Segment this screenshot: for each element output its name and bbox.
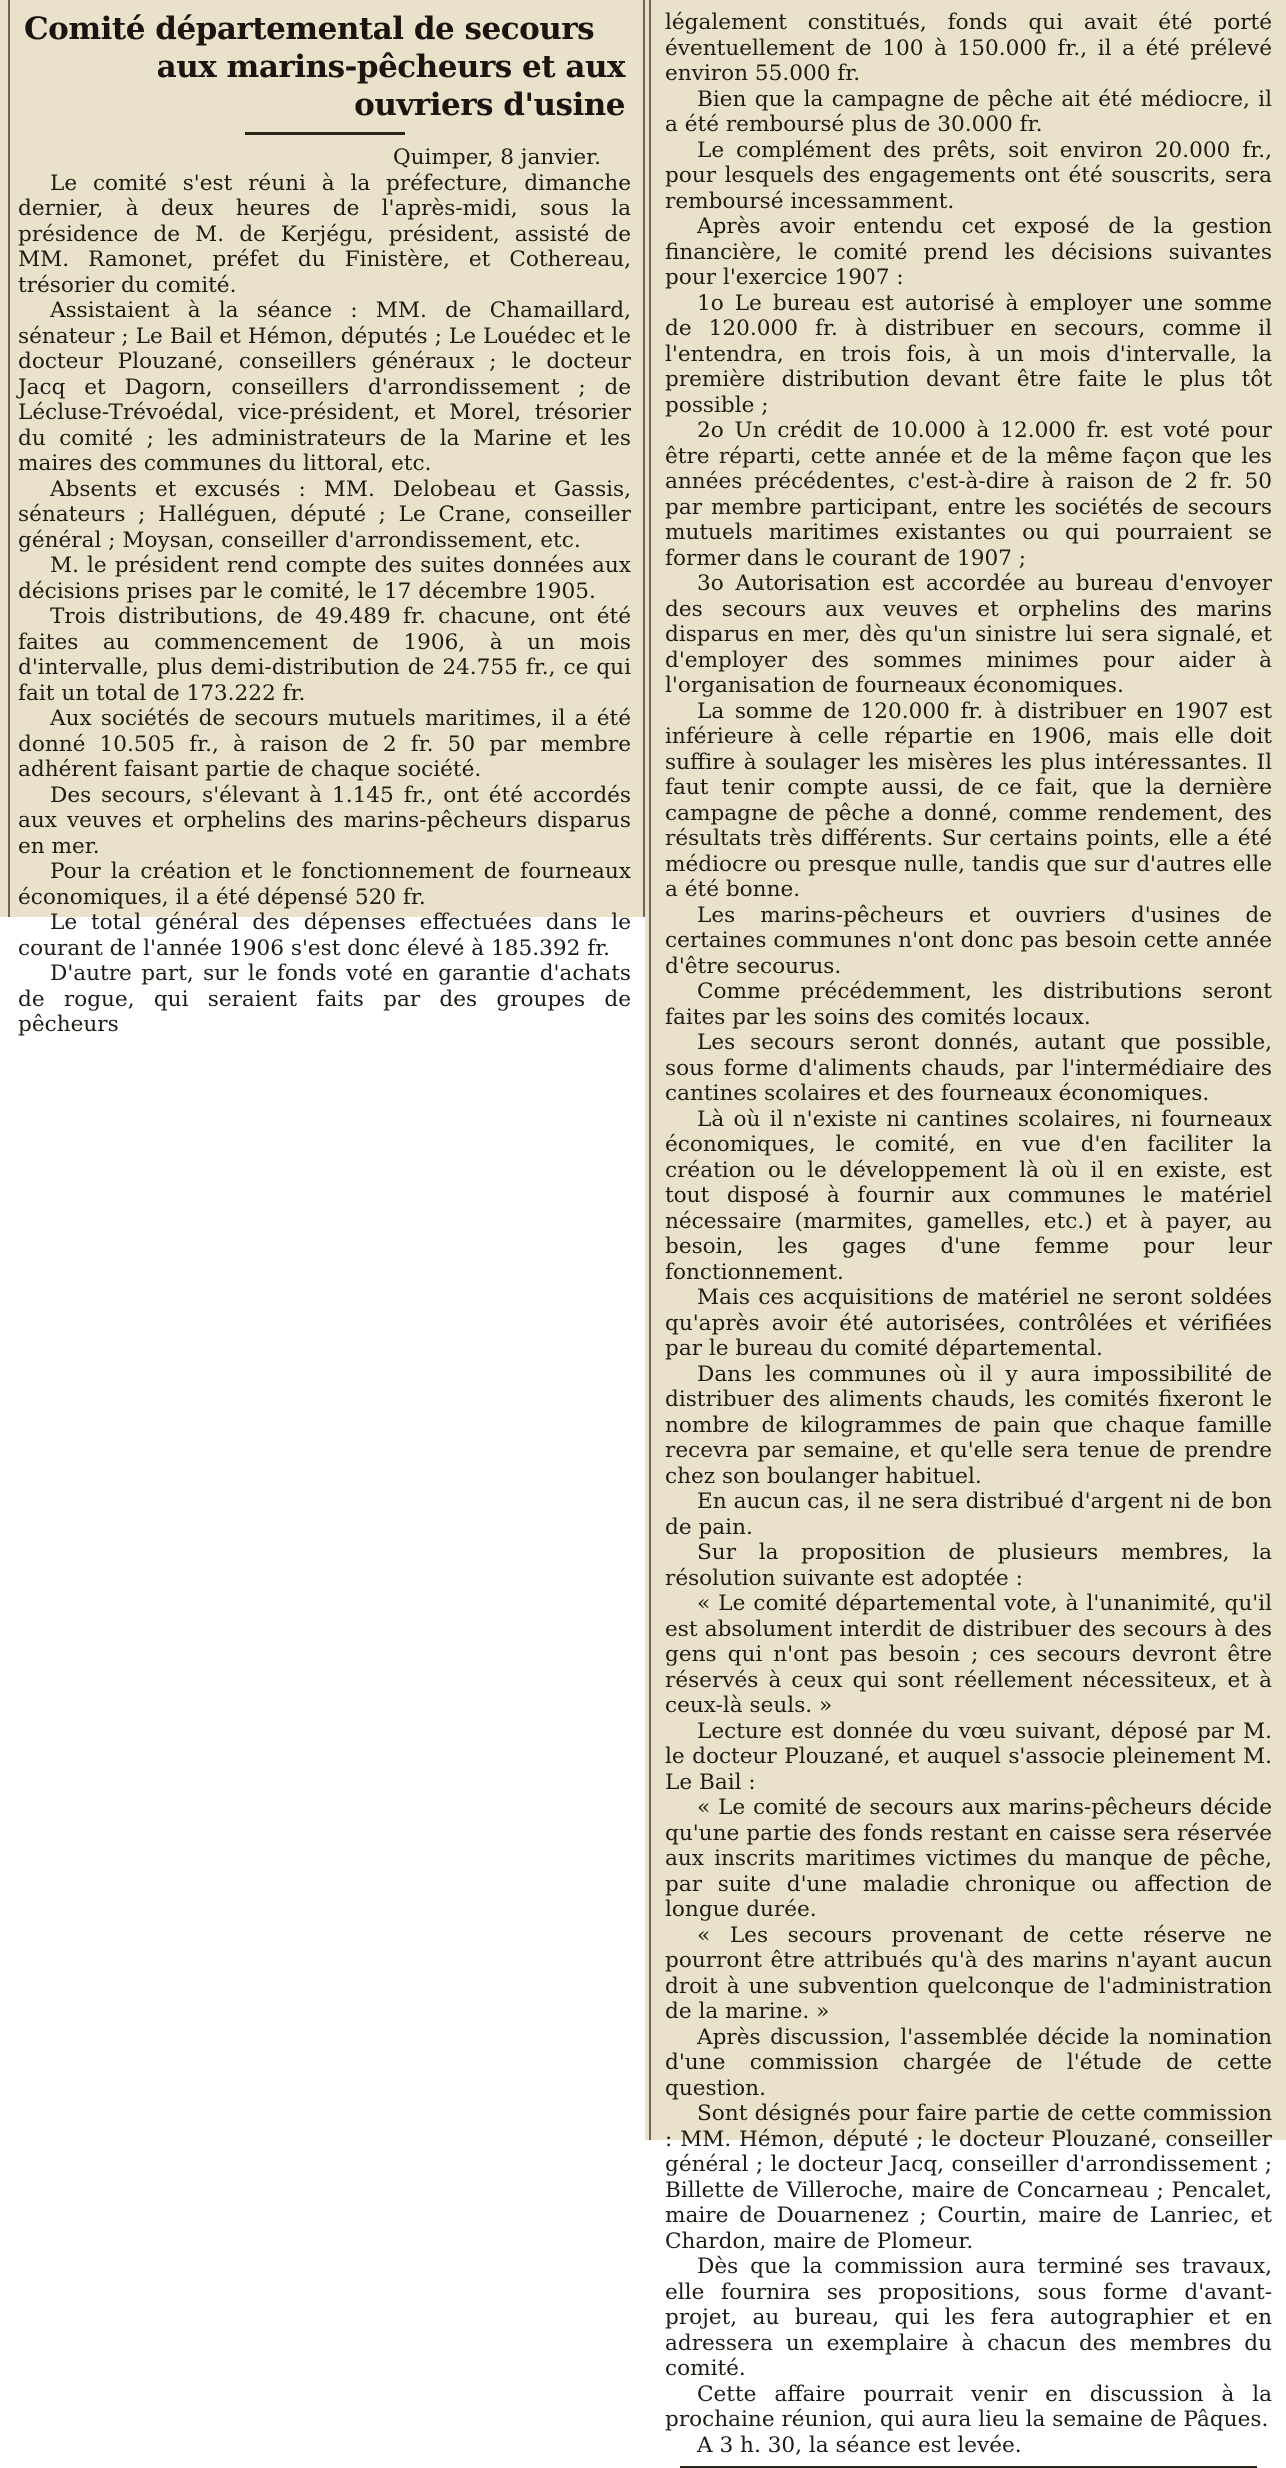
paragraph: Les secours seront donnés, autant que possible, sous forme d'aliments chauds, par l'intermédiaire des cantines scolaires et des fourneaux économiques. (665, 1030, 1272, 1106)
paragraph: Le comité s'est réuni à la préfecture, dimanche dernier, à deux heures de l'après-midi, sous la présidence de M. de Kerjégu, président, assisté de MM. Ramonet, préfet du Finistère, et Cothereau, trésorier du comité. (18, 170, 631, 298)
paragraph: Absents et excusés : MM. Delobeau et Gassis, sénateurs ; Halléguen, député ; Le Crane, conseiller général ; Moysan, conseiller d'arrondissement, etc. (18, 476, 631, 553)
paragraph: D'autre part, sur le fonds voté en garantie d'achats de rogue, qui seraient faits par des groupes de pêcheurs (18, 961, 631, 1037)
paragraph: Après avoir entendu cet exposé de la gestion financière, le comité prend les décisions suivantes pour l'exercice 1907 : (665, 214, 1272, 290)
paragraph: Cette affaire pourrait venir en discussion à la prochaine réunion, qui aura lieu la semaine de Pâques. (665, 2381, 1272, 2432)
paragraph: Lecture est donnée du vœu suivant, déposé par M. le docteur Plouzané, et auquel s'associe pleinement M. Le Bail : (665, 1718, 1272, 1795)
paragraph: Assistaient à la séance : MM. de Chamaillard, sénateur ; Le Bail et Hémon, députés ; Le Louédec et le docteur Plouzané, conseillers généraux ; le docteur Jacq et Dagorn, conseillers d'arrondissement ; de Lécluse-Trévoédal, vice-président, et Morel, trésorier du comité ; les administrateurs de la Marine et les maires des communes du littoral, etc. (18, 298, 631, 476)
paragraph: Pour la création et le fonctionnement de fourneaux économiques, il a été dépensé 520 fr. (18, 859, 631, 910)
paragraph: Le total général des dépenses effectuées dans le courant de l'année 1906 s'est donc élevé à 185.392 fr. (18, 910, 631, 961)
paragraph: Après discussion, l'assemblée décide la nomination d'une commission chargée de l'étude de cette question. (665, 2024, 1272, 2101)
right-column (645, 0, 1286, 2458)
left-body (18, 171, 631, 1038)
paragraph: La somme de 120.000 fr. à distribuer en 1907 est inférieure à celle répartie en 1906, mais elle doit suffire à soulager les misères les plus intéressantes. Il faut tenir compte aussi, de ce fait, que la dernière campagne de pêche a donné, comme rendement, des résultats très différents. Sur certains points, elle a été médiocre ou presque nulle, tandis que sur d'autres elle a été bonne. (665, 698, 1272, 902)
paragraph: Des secours, s'élevant à 1.145 fr., ont été accordés aux veuves et orphelins des marins-pêcheurs disparus en mer. (18, 782, 631, 859)
article-title (18, 10, 631, 124)
continued-paragraph: légalement constitués, fonds qui avait été porté éventuellement de 100 à 150.000 fr., il a été prélevé environ 55.000 fr. (665, 10, 1272, 86)
paragraph: Sont désignés pour faire partie de cette commission : MM. Hémon, député ; le docteur Plouzané, conseiller général ; le docteur Jacq, conseiller d'arrondissement ; Billette de Villeroche, maire de Concarneau ; Pencalet, maire de Douarnenez ; Courtin, maire de Lanriec, et Chardon, maire de Plomeur. (665, 2101, 1272, 2254)
paragraph: Là où il n'existe ni cantines scolaires, ni fourneaux économiques, le comité, en vue d'en faciliter la création ou le développement là où il en existe, est tout disposé à fournir aux communes le matériel nécessaire (marmites, gamelles, etc.) et à payer, au besoin, les gages d'une femme pour leur fonctionnement. (665, 1106, 1272, 1285)
paragraph: « Les secours provenant de cette réserve ne pourront être attribués qu'à des marins n'ayant aucun droit à une subvention quelconque de l'administration de la marine. » (665, 1922, 1272, 2024)
left-column (0, 0, 645, 1037)
paragraph: Trois distributions, de 49.489 fr. chacune, ont été faites au commencement de 1906, à un mois d'intervalle, plus demi-distribution de 24.755 fr., ce qui fait un total de 173.222 fr. (18, 604, 631, 706)
paragraph: « Le comité départemental vote, à l'unanimité, qu'il est absolument interdit de distribuer des secours à des gens qui n'ont pas besoin ; ces secours devront être réservés à ceux qui sont réellement nécessiteux, et à ceux-là seuls. » (665, 1591, 1272, 1718)
paragraph: A 3 h. 30, la séance est levée. (697, 2432, 1022, 2458)
paragraph: Les marins-pêcheurs et ouvriers d'usines de certaines communes n'ont donc pas besoin cette année d'être secourus. (665, 902, 1272, 979)
paragraph: En aucun cas, il ne sera distribué d'argent ni de bon de pain. (665, 1489, 1272, 1540)
paragraph: Comme précédemment, les distributions seront faites par les soins des comités locaux. (665, 979, 1272, 1030)
paragraph: Le complément des prêts, soit environ 20.000 fr., pour lesquels des engagements ont été souscrits, sera remboursé incessamment. (665, 137, 1272, 214)
title-line-2: aux marins-pêcheurs et aux ouvriers d'usine (156, 49, 625, 123)
paragraph: Aux sociétés de secours mutuels maritimes, il a été donné 10.505 fr., à raison de 2 fr. 50 par membre adhérent faisant partie de chaque société. (18, 706, 631, 782)
paragraph: M. le président rend compte des suites données aux décisions prises par le comité, le 17 décembre 1905. (18, 553, 631, 604)
paragraph: 2o Un crédit de 10.000 à 12.000 fr. est voté pour être réparti, cette année et de la même façon que les années précédentes, c'est-à-dire à raison de 2 fr. 50 par membre participant, entre les sociétés de secours mutuels maritimes existantes ou qui pourraient se former dans le courant de 1907 ; (665, 418, 1272, 571)
right-body (665, 87, 1272, 2459)
dateline: Quimper, 8 janvier. (392, 145, 601, 170)
paragraph: Mais ces acquisitions de matériel ne seront soldées qu'après avoir été autorisées, contrôlées et vérifiées par le bureau du comité départemental. (665, 1285, 1272, 1361)
paragraph: 3o Autorisation est accordée au bureau d'envoyer des secours aux veuves et orphelins des marins disparus en mer, dès qu'un sinistre lui sera signalé, et d'employer des sommes minimes pour aider à l'organisation de fourneaux économiques. (665, 571, 1272, 698)
paragraph: Bien que la campagne de pêche ait été médiocre, il a été remboursé plus de 30.000 fr. (665, 86, 1272, 137)
title-divider (245, 132, 405, 135)
paragraph: 1o Le bureau est autorisé à employer une somme de 120.000 fr. à distribuer en secours, comme il l'entendra, en trois fois, à un mois d'intervalle, la première distribution devant être faite le plus tôt possible ; (665, 290, 1272, 418)
paragraph: Dans les communes où il y aura impossibilité de distribuer des aliments chauds, les comités fixeront le nombre de kilogrammes de pain que chaque famille recevra par semaine, et qu'elle sera tenue de prendre chez son boulanger habituel. (665, 1361, 1272, 1489)
paragraph: « Le comité de secours aux marins-pêcheurs décide qu'une partie des fonds restant en caisse sera réservée aux inscrits maritimes victimes du manque de pêche, par suite d'une maladie chronique ou affection de longue durée. (665, 1795, 1272, 1922)
title-line-1: Comité départemental de secours (24, 11, 595, 47)
paragraph: Sur la proposition de plusieurs membres, la résolution suivante est adoptée : (665, 1540, 1272, 1591)
paragraph: Dès que la commission aura terminé ses travaux, elle fournira ses propositions, sous forme d'avant-projet, au bureau, qui les fera autographier et en adressera un exemplaire à chacun des membres du comité. (665, 2254, 1272, 2381)
